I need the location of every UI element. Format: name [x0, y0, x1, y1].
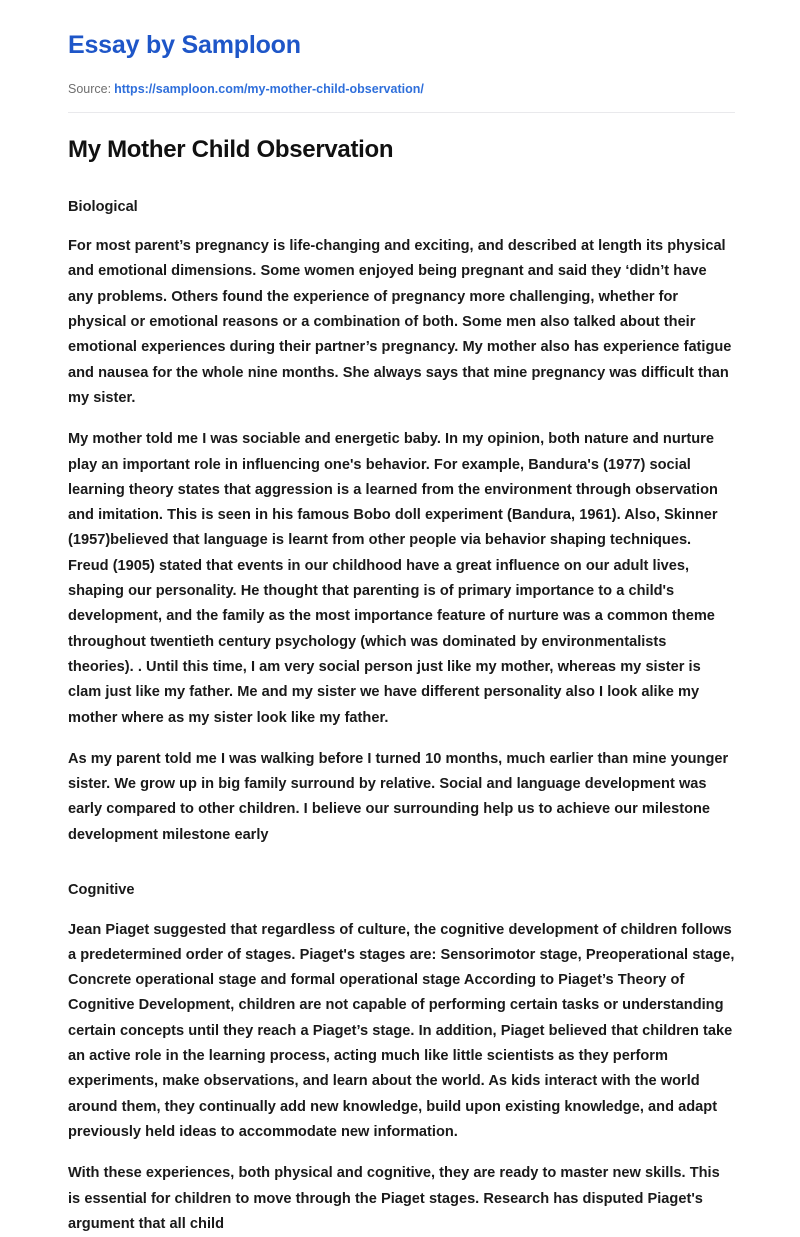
header-divider [68, 112, 735, 113]
paragraph: As my parent told me I was walking before I turned 10 months, much earlier than mine younger sister. We grow up in big family surround by relative. Social and language development was early compared to other children. I believe our surrounding help us to achieve our milestone development milestone early [68, 750, 729, 843]
page-header [0, 0, 800, 113]
section-biological [68, 196, 735, 848]
page-title: My Mother Child Observation [68, 135, 394, 163]
source-url-link[interactable]: https://samploon.com/my-mother-child-observation/ [114, 82, 424, 97]
paragraph: For most parent’s pregnancy is life-changing and exciting, and described at length its physical and emotional dimensions. Some women enjoyed being pregnant and said they ‘didn’t have any problems. Others found the experience of pregnancy more challenging, whether for physical or emotional reasons or a combination of both. Some men also talked about their emotional experiences during their partner’s pregnancy. My mother also has experience fatigue and nausea for the whole nine months. She always says that mine pregnancy was difficult than my sister. [68, 238, 732, 406]
document-content [0, 136, 800, 1237]
section-cognitive [68, 879, 735, 1237]
section-heading-cognitive: Cognitive [68, 881, 135, 898]
paragraph: Jean Piaget suggested that regardless of culture, the cognitive development of children follows a predetermined order of stages. Piaget's stages are: Sensorimotor stage, Preoperational stage, Concrete operational stage and formal operational stage According to Piaget’s Theory of Cognitive Development, children are not capable of performing certain tasks or understanding certain concepts until they reach a Piaget’s stage. In addition, Piaget believed that children take an active role in the learning process, acting much like little scientists as they perform experiments, make observations, and learn about the world. As kids interact with the world around them, they continually add new knowledge, build upon existing knowledge, and adapt previously held ideas to accommodate new information. [68, 921, 735, 1140]
section-heading-biological: Biological [68, 198, 138, 215]
source-label: Source: [68, 82, 112, 97]
paragraph: With these experiences, both physical and cognitive, they are ready to master new skills. This is essential for children to move through the Piaget stages. Research has disputed Piaget's argument that all child [68, 1165, 720, 1232]
source-line [68, 81, 735, 99]
paragraph: My mother told me I was sociable and energetic baby. In my opinion, both nature and nurture play an important role in influencing one's behavior. For example, Bandura's (1977) social learning theory states that aggression is a learned from the environment through observation and imitation. This is seen in his famous Bobo doll experiment (Bandura, 1961). Also, Skinner (1957)believed that language is learnt from other people via behavior shaping techniques. Freud (1905) stated that events in our childhood have a great influence on our adult lives, shaping our personality. He thought that parenting is of primary importance to a child's development, and the family as the most importance feature of nurture was a common theme throughout twentieth century psychology (which was dominated by environmentalists theories). . Until this time, I am very social person just like my mother, whereas my sister is clam just like my father. Me and my sister we have different personality also I look alike my mother where as my sister look like my father. [68, 431, 718, 726]
site-brand-logo[interactable]: Essay by Samploon [68, 31, 301, 59]
